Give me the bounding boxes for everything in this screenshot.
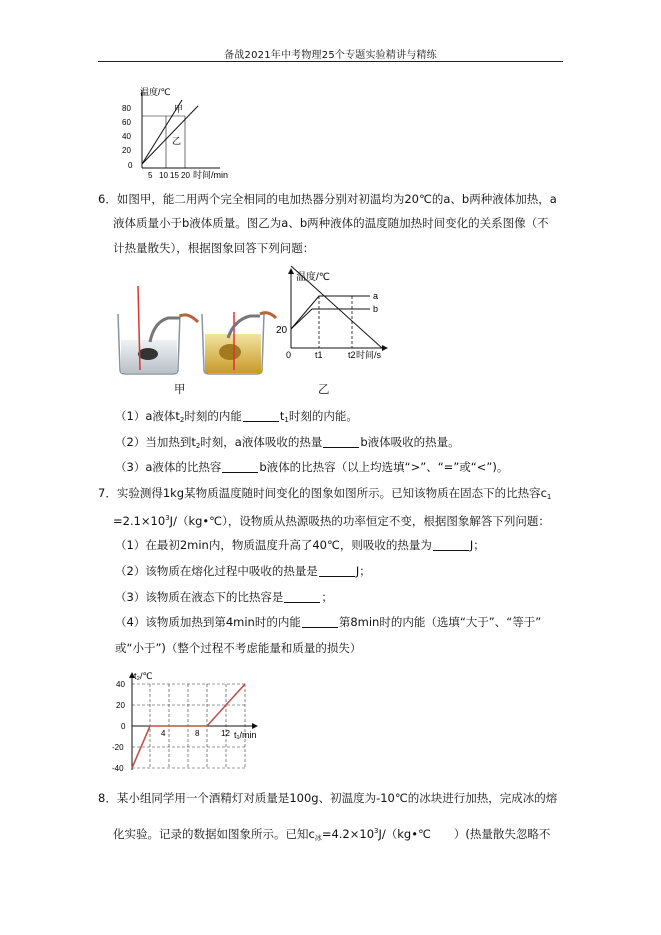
q6-sub2-text-a: （2）当加热到t — [115, 435, 196, 449]
q8-line2-text-a: 化实验。记录的数据如图象所示。已知c — [113, 827, 315, 841]
q6-graph-a: a — [373, 291, 379, 301]
q6-sub1 — [115, 408, 358, 428]
q7-sub1-text-a: （1）在最初2min内，物质温度升高了40℃，则吸收的热量为 — [115, 538, 432, 552]
q7-graph-ytick: 40 — [116, 680, 125, 689]
page-header: 备战2021年中考物理25个专题实验精讲与精练 — [224, 50, 437, 61]
q7-graph-ytick: -20 — [112, 743, 124, 752]
figure1-ytick: 40 — [122, 132, 131, 141]
q6-sub3-text-a: （3）a液体的比热容 — [115, 460, 222, 474]
q7-graph-xtick: 8 — [195, 729, 200, 738]
q7-sub2 — [115, 563, 371, 579]
figure1-xtick: 15 — [170, 171, 179, 180]
q8-line2-text-c: J/（kg•℃ ）(热量散失忽略不 — [378, 827, 551, 841]
q7-sub4-text-b: 第8min时的内能（选填“大于”、“等于” — [338, 615, 542, 629]
figure1-label-yi: 乙 — [172, 136, 182, 146]
q7-graph — [112, 670, 282, 780]
q6-sub2-text-b: 时刻，a液体吸收的热量 — [200, 435, 323, 449]
answer-blank[interactable] — [222, 461, 258, 473]
q6-sub3 — [115, 459, 508, 475]
q7-graph-xlabel: t₁/min — [234, 730, 257, 740]
q7-sub4 — [115, 614, 541, 630]
q7-sub1-text-b: J； — [469, 538, 485, 552]
figure1-xtick: 5 — [148, 171, 153, 180]
q7-sub1 — [115, 537, 485, 553]
q6-line2: 液体质量小于b液体质量。图乙为a、b两种液体的温度随加热时间变化的关系图像（不 — [113, 216, 549, 230]
figure1-ytick: 20 — [122, 146, 131, 155]
q7-line1-text: 7．实验测得1kg某物质温度随时间变化的图象如图所示。已知该物质在固态下的比热容c — [98, 486, 547, 500]
header-divider — [98, 61, 563, 62]
q7-line2-sup: 3 — [165, 514, 170, 522]
q6-graph-origin: 0 — [286, 350, 292, 360]
q6-sub2-sub: 2 — [195, 442, 201, 450]
q7-sub3-text-b: ； — [321, 590, 333, 604]
figure1-xtick: 20 — [181, 171, 190, 180]
q7-graph-xtick: 12 — [221, 729, 230, 738]
q7-line1 — [98, 485, 551, 505]
figure1-ytick: 0 — [128, 161, 133, 170]
q7-line2-text-b: J/（kg•℃），设物质从热源吸热的功率恒定不变，根据图象解答下列问题： — [169, 514, 550, 528]
q8-line1: 8．某小组同学用一个酒精灯对质量是100g、初温度为-10℃的冰块进行加热，完成冰的熔 — [98, 791, 558, 805]
q7-line2 — [113, 510, 550, 529]
q6-line1: 6．如图甲，能二用两个完全相同的电加热器分别对初温均为20℃的a、b两种液体加热，a — [98, 192, 557, 206]
q8-line2 — [113, 823, 550, 846]
q6-graph-ylabel: 温度/℃ — [296, 272, 331, 283]
answer-blank[interactable] — [323, 436, 359, 448]
answer-blank[interactable] — [433, 539, 469, 551]
answer-blank[interactable] — [302, 616, 338, 628]
q6-graph-t2: t2 — [348, 350, 356, 360]
q7-sub2-text-b: J； — [355, 564, 371, 578]
q8-line2-sup: 3 — [374, 827, 379, 835]
q7-graph-xtick: 4 — [161, 729, 166, 738]
figure1-ylabel: 温度/℃ — [140, 87, 171, 97]
figure1-xtick: 10 — [159, 171, 168, 180]
caption-yi: 乙 — [318, 382, 330, 396]
q6-sub1-text-d: 时刻的内能。 — [288, 409, 358, 423]
figure1-ytick: 80 — [122, 104, 131, 113]
q6-sub2-text-c: b液体吸收的热量。 — [360, 435, 460, 449]
q6-line3: 计热量散失），根据图象回答下列问题： — [113, 241, 315, 255]
figure1-graph — [120, 86, 250, 181]
q6-sub1-text-c: t — [279, 409, 285, 423]
q7-sub3-text-a: （3）该物质在液态下的比热容是 — [115, 590, 284, 604]
q7-sub4-cont: 或“小于”)（整个过程不考虑能量和质量的损失） — [115, 641, 362, 655]
q6-sub3-text-b: b液体的比热容（以上均选填“>”、“=”或“<”)。 — [259, 460, 509, 474]
q7-line1-sub: 1 — [546, 493, 552, 501]
q6-sub1-sub: 2 — [179, 416, 185, 424]
q7-sub3 — [115, 589, 333, 605]
answer-blank[interactable] — [284, 591, 320, 603]
q7-line2-text-a: =2.1×10 — [113, 514, 166, 528]
q7-sub2-text-a: （2）该物质在熔化过程中吸收的热量是 — [115, 564, 318, 578]
answer-blank[interactable] — [319, 565, 355, 577]
answer-blank[interactable] — [243, 410, 279, 422]
figure1-label-jia: 甲 — [174, 104, 184, 114]
q7-graph-ylabel: t₂/℃ — [134, 671, 153, 681]
q6-graph-xlabel: 时间/s — [356, 350, 382, 360]
q6-graph — [272, 266, 392, 364]
q7-sub4-text-a: （4）该物质加热到第4min时的内能 — [115, 615, 301, 629]
q8-line2-sub: 冰 — [314, 834, 322, 842]
q6-graph-y0: 20 — [276, 325, 288, 336]
q7-graph-ytick: 0 — [121, 722, 126, 731]
q6-graph-t1: t1 — [315, 350, 323, 360]
q6-sub1-text-a: （1）a液体t — [115, 409, 180, 423]
q8-line2-text-b: =4.2×10 — [321, 827, 375, 841]
q7-graph-ytick: -40 — [112, 764, 124, 773]
figure1-ytick: 60 — [122, 118, 131, 127]
q6-sub1-sub2: 1 — [284, 416, 289, 424]
q6-sub1-text-b: 时刻的内能 — [184, 409, 242, 423]
figure1-xlabel: 时间/min — [193, 170, 229, 180]
q7-graph-ytick: 20 — [116, 701, 125, 710]
caption-jia: 甲 — [174, 382, 186, 396]
q6-sub2 — [115, 434, 460, 454]
q6-graph-b: b — [373, 304, 379, 314]
beakers-illustration — [110, 282, 280, 377]
